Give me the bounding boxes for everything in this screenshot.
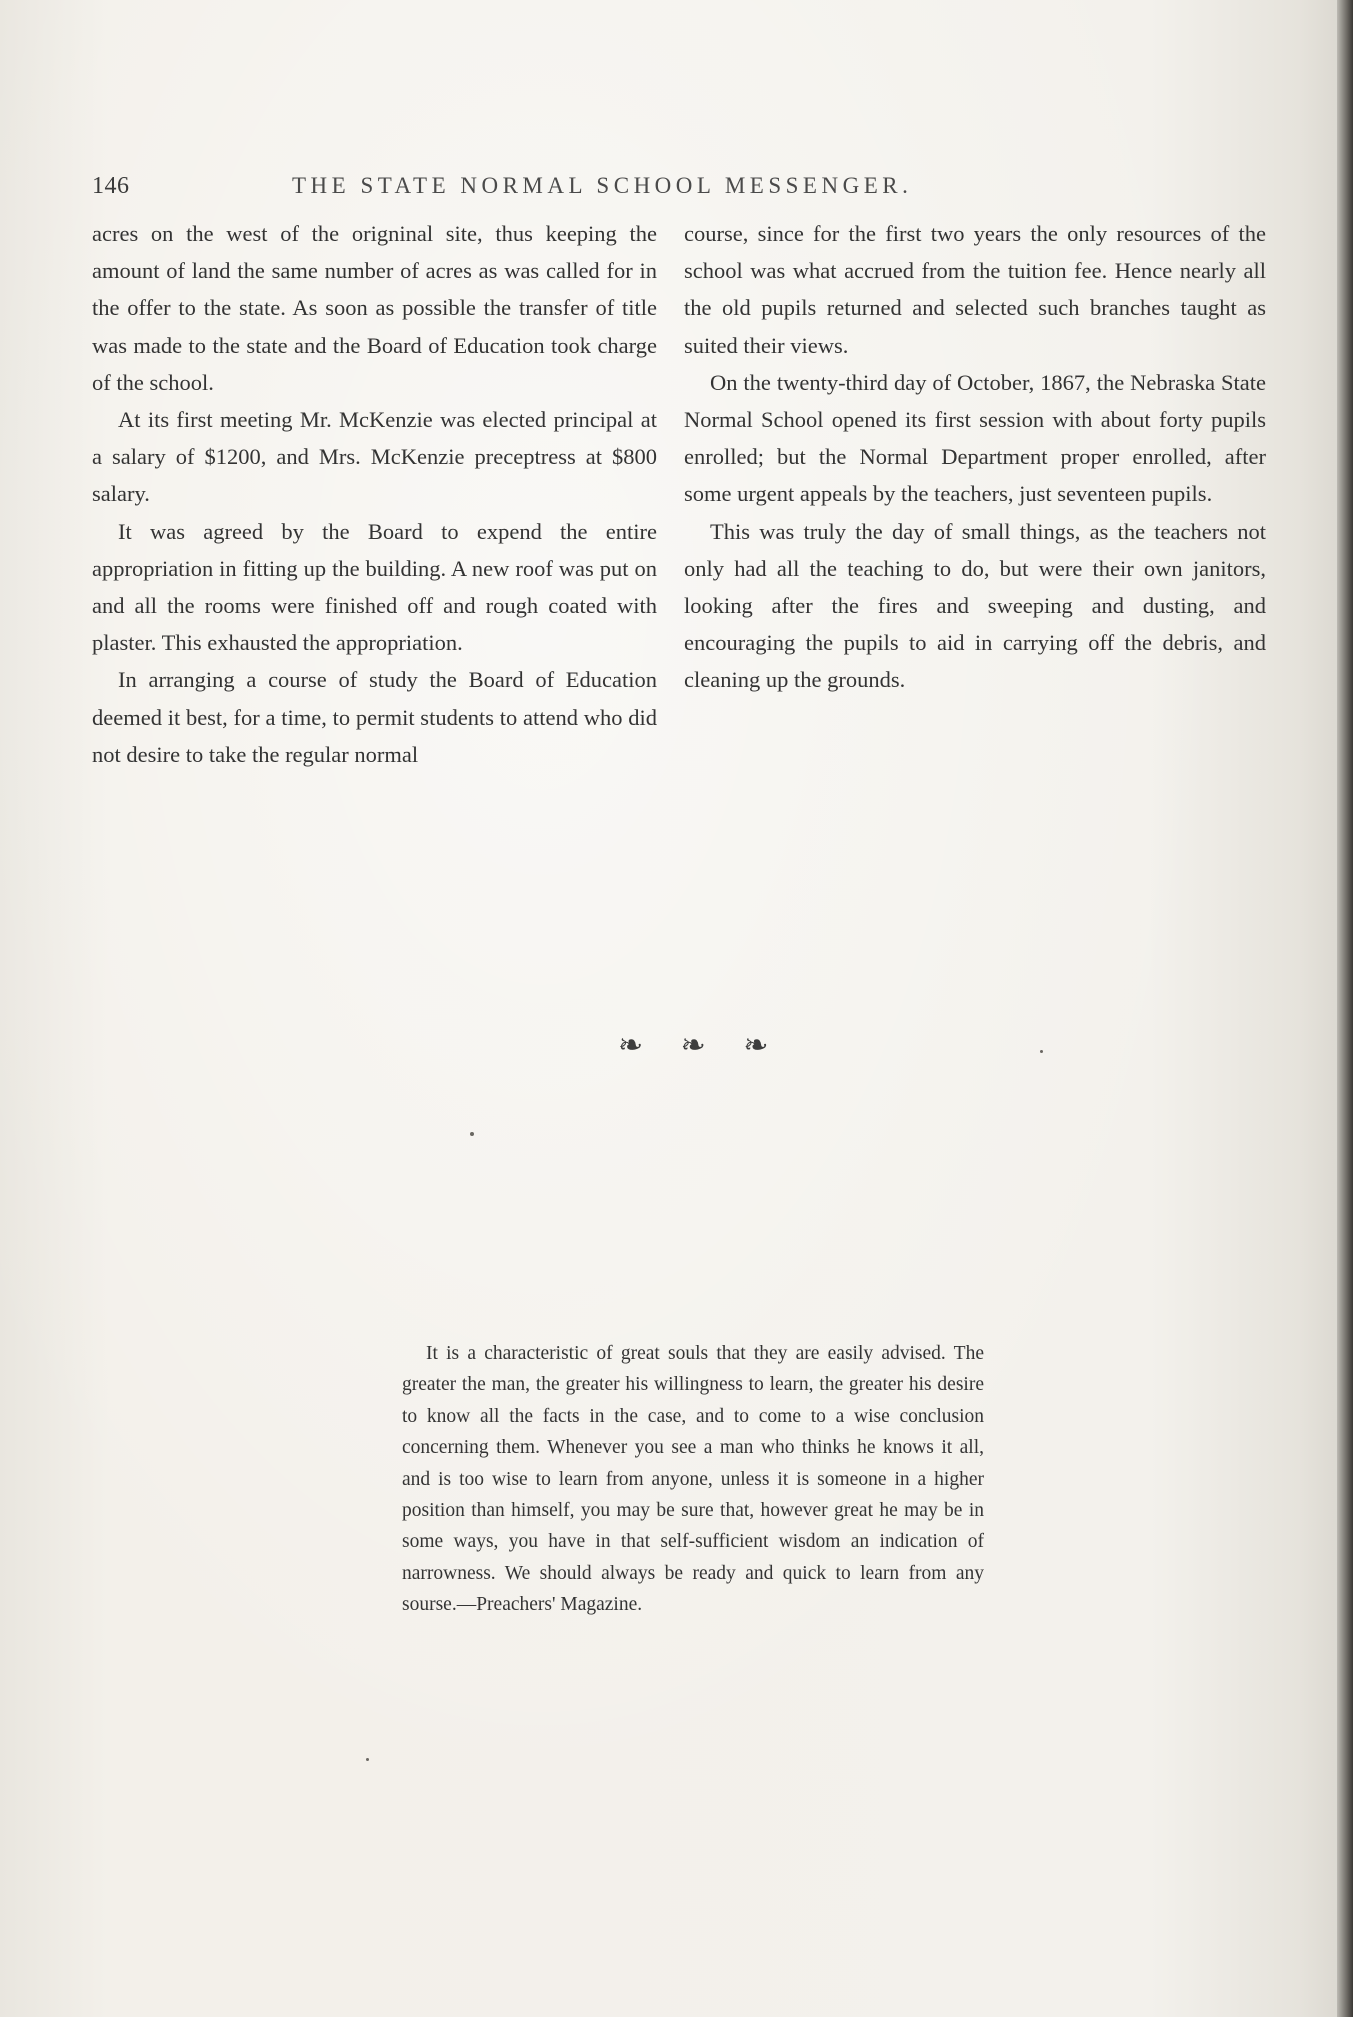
right-paragraph-1: course, since for the first two years the only resources of the school was what accrued from the tuition fee. Hence nearly all the old pupils returned and selected such branches taught as suited their views. xyxy=(684,221,1266,358)
running-title: THE STATE NORMAL SCHOOL MESSENGER. xyxy=(292,173,913,198)
left-paragraph-3: It was agreed by the Board to expend the entire appropriation in fitting up the building. A new roof was put on and all the rooms were finished off and rough coated with plaster. This exhausted the appropriation. xyxy=(92,518,657,656)
quote-block xyxy=(402,1338,984,1621)
right-paragraph-3: This was truly the day of small things, as the teachers not only had all the teaching to do, but were their own janitors, looking after the fires and sweeping and dusting, and encouraging the pupils to aid in carrying off the debris, and cleaning up the grounds. xyxy=(684,518,1266,693)
left-paragraph-2: At its first meeting Mr. McKenzie was elected principal at a salary of $1200, and Mrs. McKenzie preceptress at $800 salary. xyxy=(92,407,657,507)
page-header xyxy=(92,173,1277,205)
left-paragraph-1: acres on the west of the origninal site, thus keeping the amount of land the same number of acres as was called for in the offer to the state. As soon as possible the transfer of title was made to the state and the Board of Education took charge of the school. xyxy=(92,221,657,395)
left-paragraph-4: In arranging a course of study the Board of Education deemed it best, for a time, to permit students to attend who did not desire to take the regular normal xyxy=(92,667,657,767)
right-paragraph-2: On the twenty-third day of October, 1867, the Nebraska State Normal School opened its first session with about forty pupils enrolled; but the Normal Department proper enrolled, after some urgent appeals by the teachers, just seventeen pupils. xyxy=(684,369,1266,507)
section-ornament: ❧ ❧ ❧ xyxy=(618,1028,783,1063)
page-number: 146 xyxy=(92,173,130,199)
left-column xyxy=(92,215,657,773)
page-binding-shadow xyxy=(1337,0,1353,2017)
scan-speck xyxy=(366,1758,369,1761)
scan-speck xyxy=(1040,1050,1043,1053)
right-column xyxy=(684,215,1266,699)
scan-speck xyxy=(470,1132,474,1136)
quote-text: It is a characteristic of great souls that they are easily advised. The greater the man, the greater his willingness to learn, the greater his desire to know all the facts in the case, and to come to a wise conclusion concerning them. Whenever you see a man who thinks he knows it all, and is too wise to learn from anyone, unless it is someone in a higher position than himself, you may be sure that, however great he may be in some ways, you have in that self-sufficient wisdom an indication of narrowness. We should always be ready and quick to learn from any sourse.—Preachers' Magazine. xyxy=(402,1343,984,1616)
